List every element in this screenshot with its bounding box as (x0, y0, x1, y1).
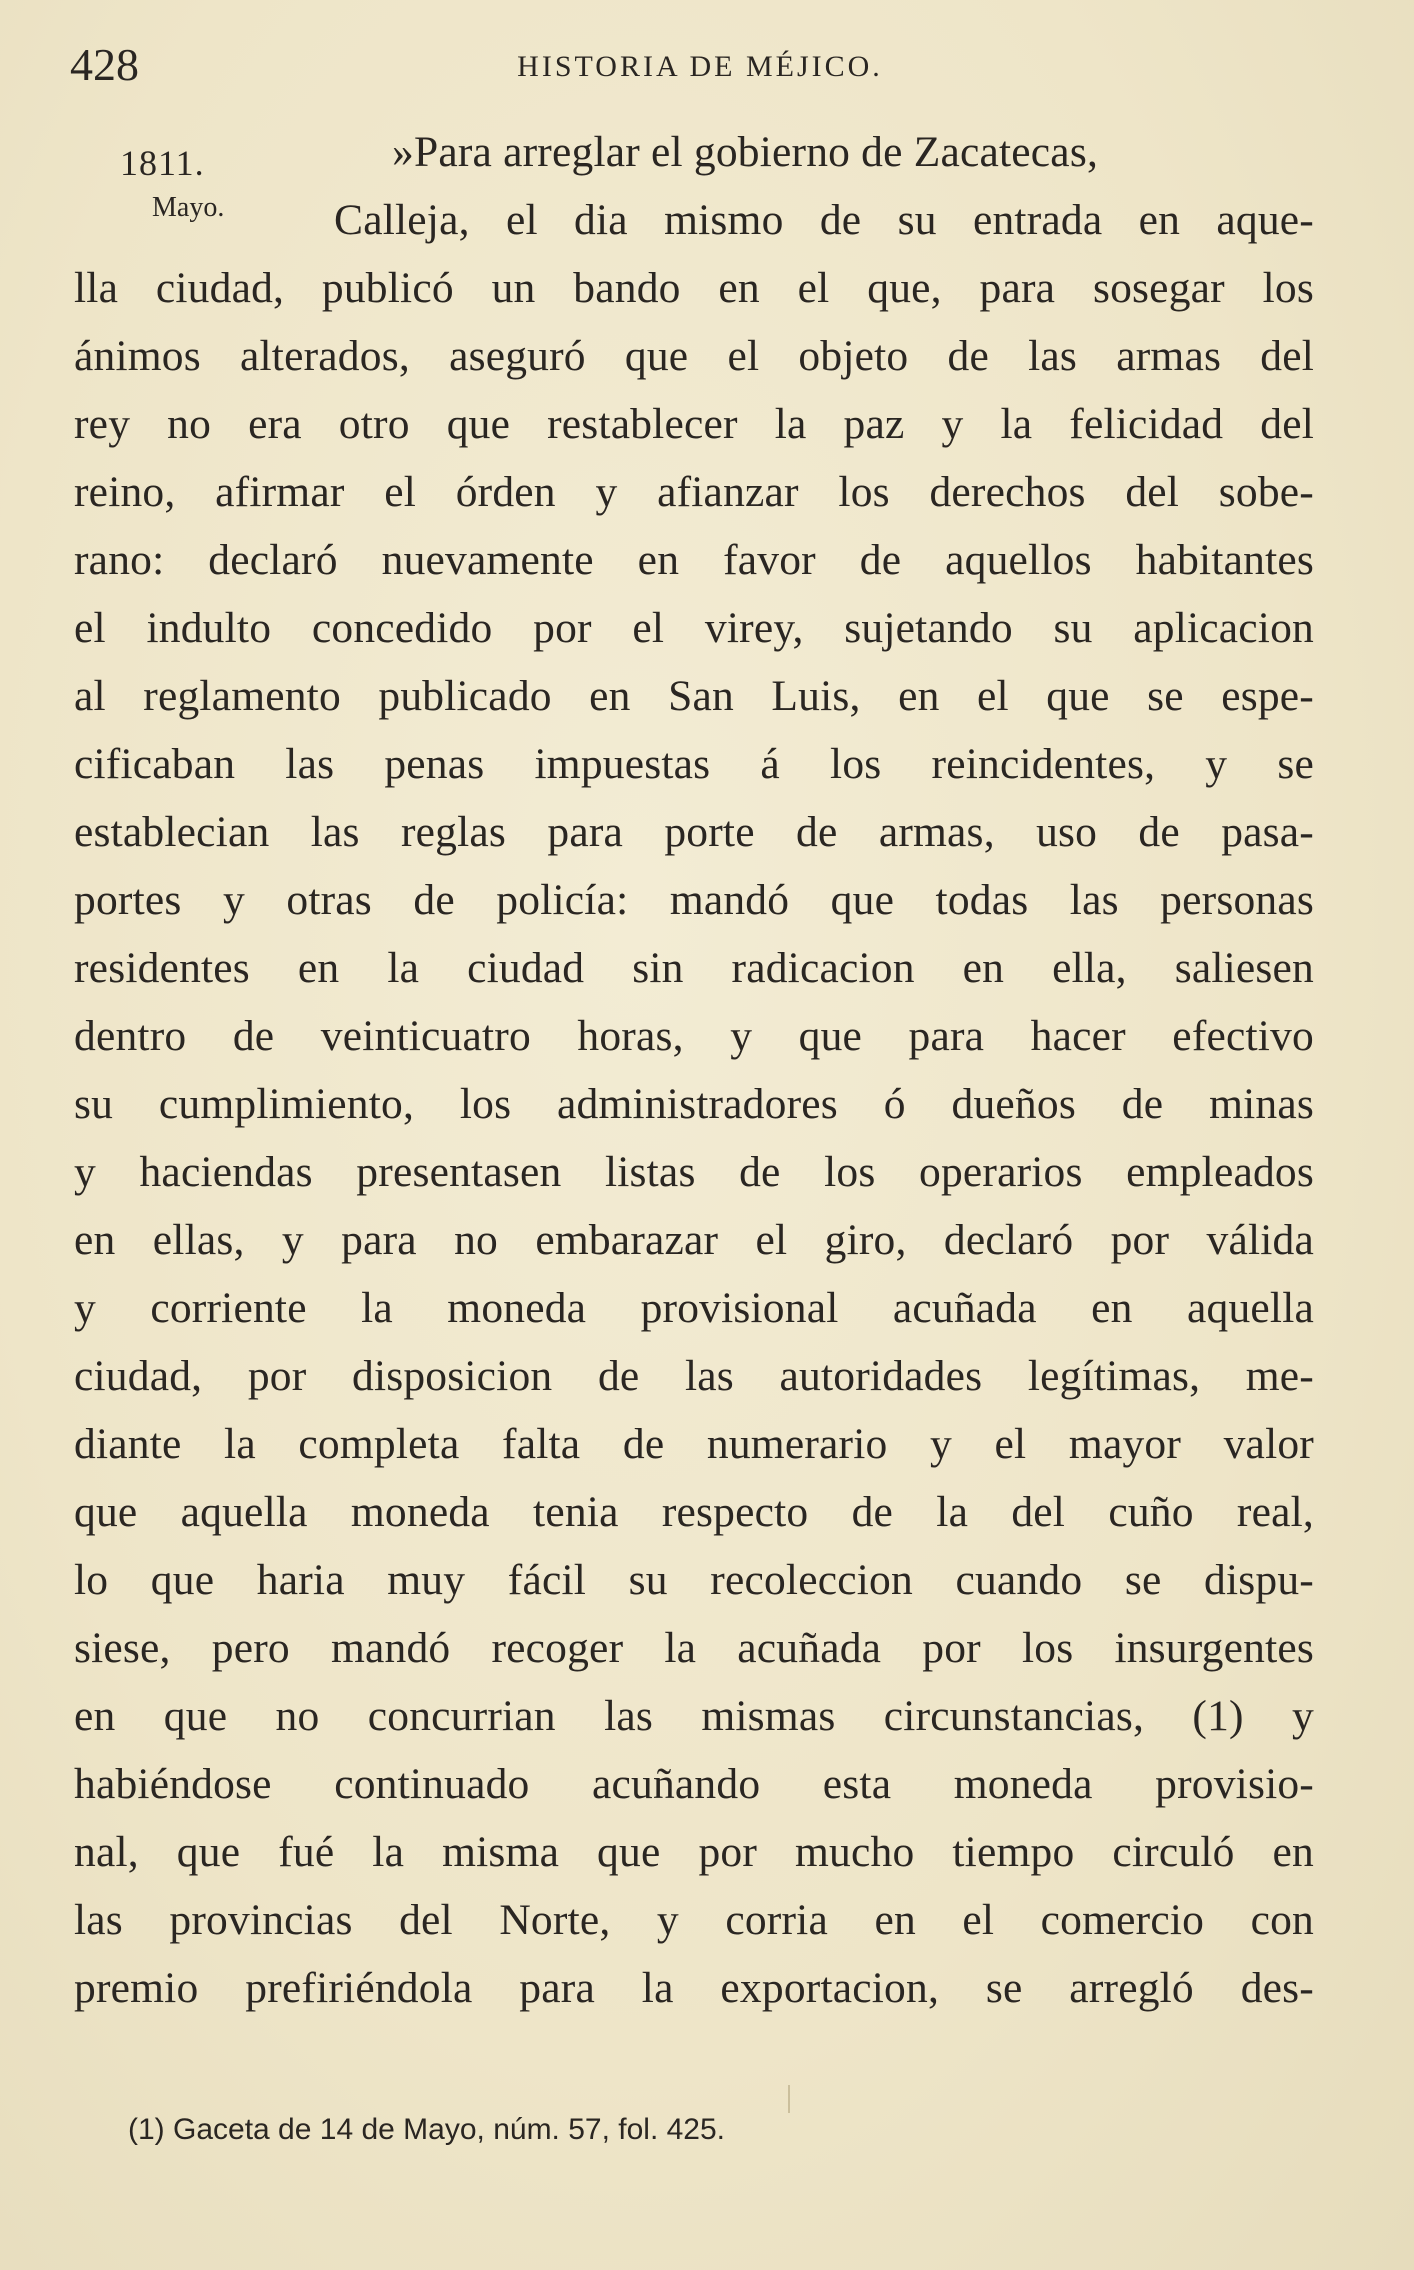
bleed-mark (1344, 0, 1414, 68)
margin-note-year: 1811. (120, 143, 205, 183)
running-title: HISTORIA DE MÉJICO. (517, 50, 883, 83)
text-line: el indulto concedido por el virey, sujetando su aplicacion (74, 604, 1314, 652)
text-line: »Para arreglar el gobierno de Zacatecas, (392, 128, 1099, 176)
text-line: portes y otras de policía: mandó que todas las personas (74, 876, 1314, 924)
page-number: 428 (70, 39, 139, 90)
text-line: reino, afirmar el órden y afianzar los derechos del sobe- (74, 468, 1314, 516)
text-line: que aquella moneda tenia respecto de la del cuño real, (74, 1488, 1314, 1536)
text-line: siese, pero mandó recoger la acuñada por los insurgentes (74, 1624, 1314, 1672)
body-text (74, 118, 1314, 2022)
page-header (70, 38, 1330, 98)
text-line: en que no concurrian las mismas circunstancias, (1) y (74, 1692, 1314, 1740)
footnote-divider (788, 2085, 790, 2113)
text-line: establecian las reglas para porte de armas, uso de pasa- (74, 808, 1314, 856)
text-line: en ellas, y para no embarazar el giro, declaró por válida (74, 1216, 1314, 1264)
text-line: al reglamento publicado en San Luis, en el que se espe- (74, 672, 1314, 720)
text-line: dentro de veinticuatro horas, y que para hacer efectivo (74, 1012, 1314, 1060)
text-line: las provincias del Norte, y corria en el comercio con (74, 1896, 1314, 1944)
text-line: ánimos alterados, aseguró que el objeto de las armas del (74, 332, 1314, 380)
text-line: rey no era otro que restablecer la paz y la felicidad del (74, 400, 1314, 448)
text-line: residentes en la ciudad sin radicacion en ella, saliesen (74, 944, 1314, 992)
text-line: rano: declaró nuevamente en favor de aquellos habitantes (74, 536, 1314, 584)
text-line: y corriente la moneda provisional acuñada en aquella (74, 1284, 1314, 1332)
text-line: lla ciudad, publicó un bando en el que, para sosegar los (74, 264, 1314, 312)
text-line: lo que haria muy fácil su recoleccion cuando se dispu- (74, 1556, 1314, 1604)
text-line: su cumplimiento, los administradores ó dueños de minas (74, 1080, 1314, 1128)
text-line: cificaban las penas impuestas á los reincidentes, y se (74, 740, 1314, 788)
text-line: premio prefiriéndola para la exportacion, se arregló des- (74, 1964, 1314, 2012)
footnote: (1) Gaceta de 14 de Mayo, núm. 57, fol. 425. (128, 2113, 726, 2146)
text-line: Calleja, el dia mismo de su entrada en aque- (334, 196, 1314, 244)
text-line: ciudad, por disposicion de las autoridades legítimas, me- (74, 1352, 1314, 1400)
text-line: diante la completa falta de numerario y el mayor valor (74, 1420, 1314, 1468)
text-line: y haciendas presentasen listas de los operarios empleados (74, 1148, 1314, 1196)
margin-note-month: Mayo. (152, 192, 225, 223)
text-line: nal, que fué la misma que por mucho tiempo circuló en (74, 1828, 1314, 1876)
bleed-through-edge (1344, 0, 1414, 2270)
text-line: habiéndose continuado acuñando esta moneda provisio- (74, 1760, 1314, 1808)
